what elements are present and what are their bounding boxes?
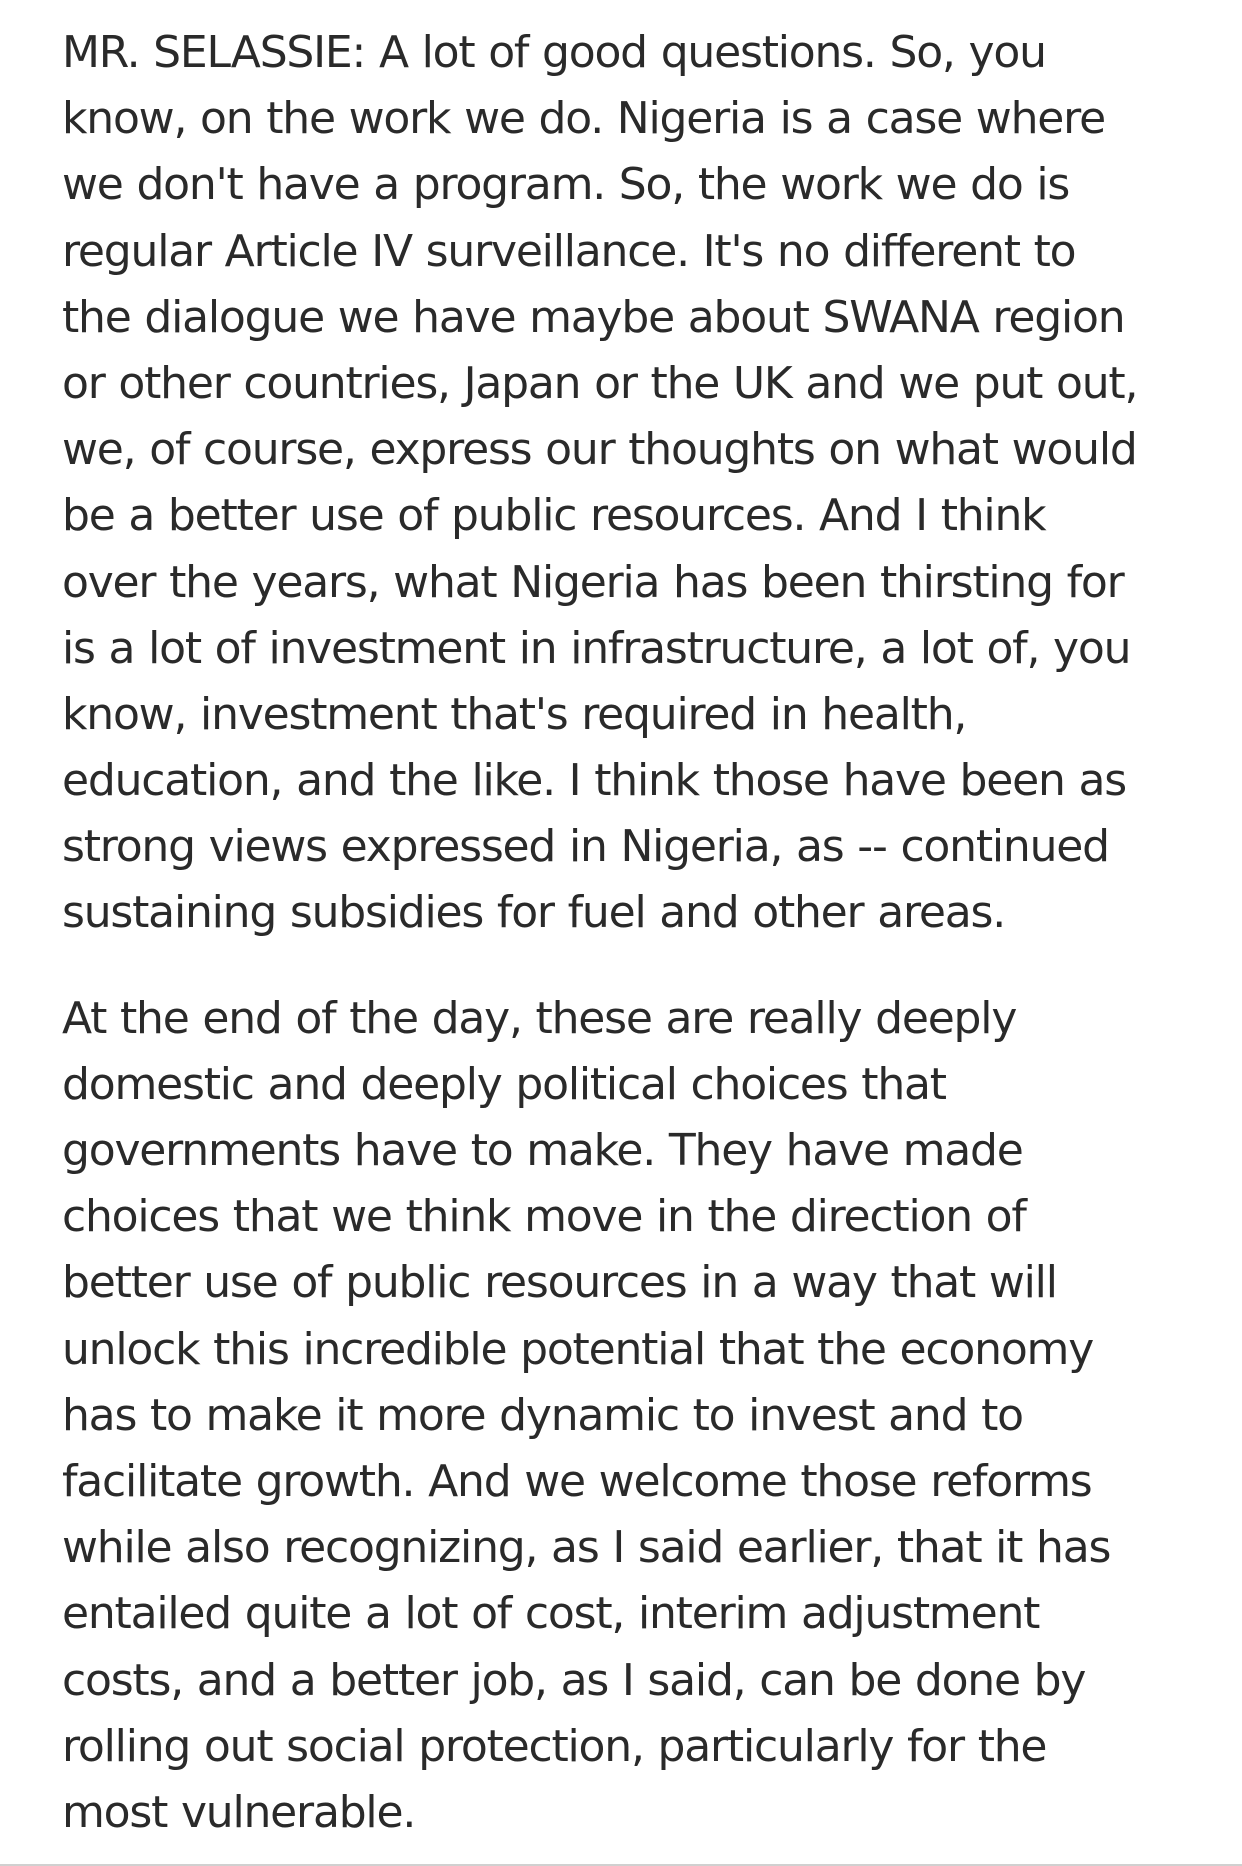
text-line: is a lot of investment in infrastructure, a lot of, you (62, 622, 1131, 674)
text-line: MR. SELASSIE: A lot of good questions. So, you (62, 27, 1046, 78)
text-line: know, on the work we do. Nigeria is a case where (62, 93, 1105, 145)
text-line: the dialogue we have maybe about SWANA region (62, 291, 1125, 343)
text-line: At the end of the day, these are really deeply (62, 992, 1017, 1044)
text-line: facilitate growth. And we welcome those reforms (62, 1455, 1092, 1507)
text-line: costs, and a better job, as I said, can be done by (62, 1654, 1086, 1706)
text-line: governments have to make. They have made (62, 1125, 1023, 1176)
text-line: better use of public resources in a way that will (62, 1257, 1057, 1309)
text-line: know, investment that's required in health, (62, 688, 967, 740)
text-line: or other countries, Japan or the UK and we put out, (62, 357, 1138, 409)
text-line: education, and the like. I think those have been as (62, 755, 1126, 807)
text-line: we don't have a program. So, the work we do is (62, 159, 1070, 211)
transcript-paragraph-1 (62, 20, 1222, 947)
text-line: regular Article IV surveillance. It's no different to (62, 225, 1076, 277)
text-line: rolling out social protection, particularly for the (62, 1720, 1047, 1772)
text-line: most vulnerable. (62, 1786, 416, 1838)
text-line: choices that we think move in the direction of (62, 1191, 1026, 1243)
text-line: over the years, what Nigeria has been thirsting for (62, 556, 1124, 608)
transcript-paragraph-2 (62, 986, 1222, 1846)
text-line: unlock this incredible potential that the economy (62, 1323, 1094, 1375)
text-line: sustaining subsidies for fuel and other areas. (62, 887, 1006, 939)
text-line: strong views expressed in Nigeria, as -- continued (62, 821, 1109, 873)
text-line: we, of course, express our thoughts on what would (62, 424, 1137, 476)
text-line: entailed quite a lot of cost, interim adjustment (62, 1588, 1040, 1640)
text-line: while also recognizing, as I said earlier, that it has (62, 1522, 1111, 1574)
text-line: domestic and deeply political choices that (62, 1058, 946, 1110)
text-line: has to make it more dynamic to invest and to (62, 1389, 1023, 1441)
text-line: be a better use of public resources. And I think (62, 490, 1046, 542)
